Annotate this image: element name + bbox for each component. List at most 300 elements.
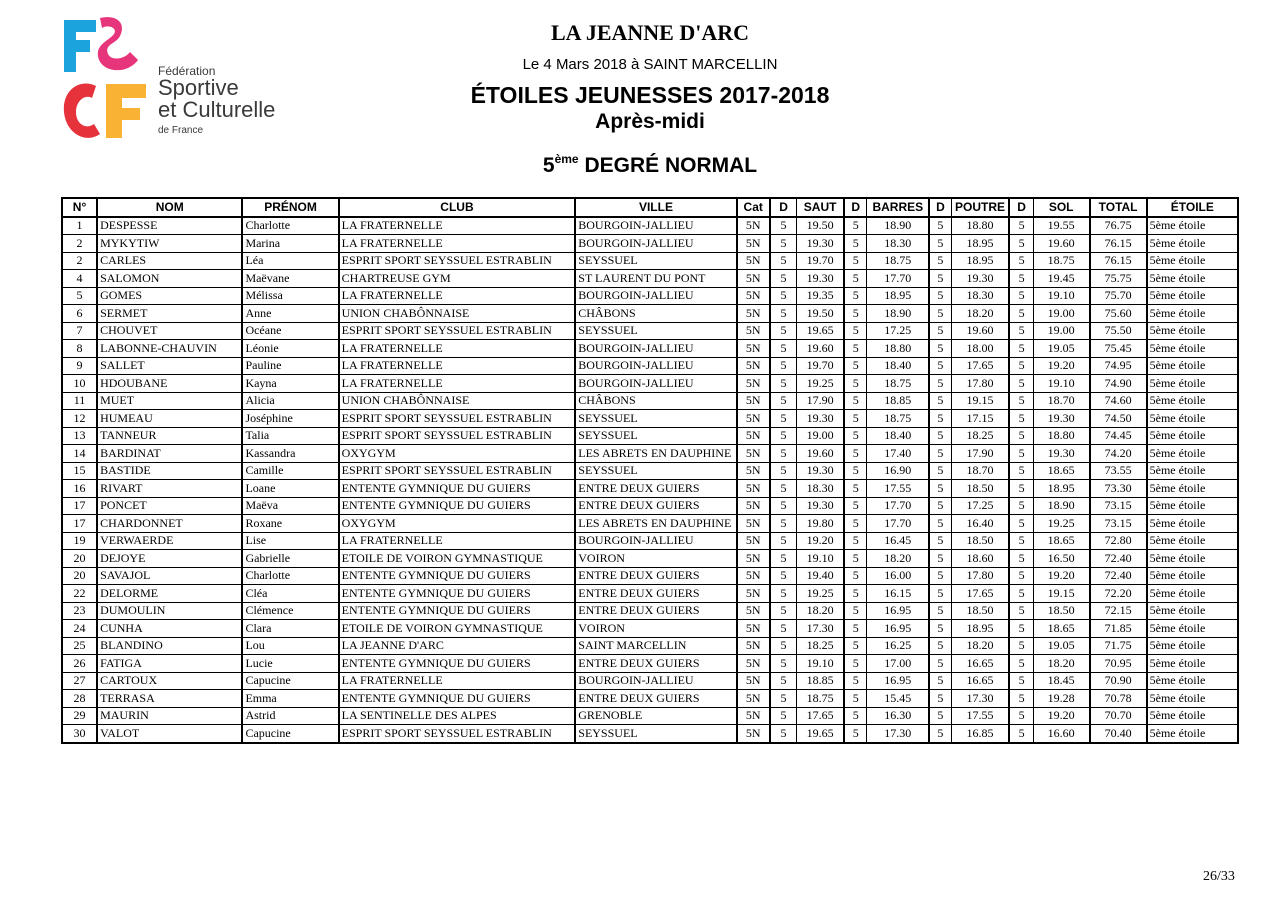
cell-col-barres: 17.40 bbox=[867, 445, 929, 463]
cell-col-saut: 18.30 bbox=[797, 480, 844, 498]
cell-col-rank: 7 bbox=[62, 322, 97, 340]
cell-col-ville: GRENOBLE bbox=[575, 707, 736, 725]
cell-col-club: ENTENTE GYMNIQUE DU GUIERS bbox=[339, 690, 576, 708]
cell-col-saut: 19.25 bbox=[797, 375, 844, 393]
cell-col-rank: 22 bbox=[62, 585, 97, 603]
cell-col-rank: 8 bbox=[62, 340, 97, 358]
cell-col-nom: CARTOUX bbox=[97, 672, 242, 690]
cell-col-nom: SERMET bbox=[97, 305, 242, 323]
cell-col-d-sol: 5 bbox=[1009, 690, 1033, 708]
cell-col-saut: 19.40 bbox=[797, 567, 844, 585]
cell-col-poutre: 18.50 bbox=[951, 480, 1009, 498]
cell-col-prenom: Alicia bbox=[242, 392, 338, 410]
cell-col-saut: 18.75 bbox=[797, 690, 844, 708]
cell-col-cat: 5N bbox=[737, 567, 770, 585]
cell-col-etoile: 5ème étoile bbox=[1147, 690, 1238, 708]
cell-col-saut: 19.70 bbox=[797, 252, 844, 270]
cell-col-rank: 17 bbox=[62, 497, 97, 515]
cell-col-d-poutre: 5 bbox=[929, 462, 951, 480]
table-row bbox=[62, 235, 1238, 253]
cell-col-d-barres: 5 bbox=[844, 357, 867, 375]
cell-col-poutre: 18.50 bbox=[951, 532, 1009, 550]
cell-col-sol: 19.00 bbox=[1033, 305, 1089, 323]
competition-name: ÉTOILES JEUNESSES 2017-2018 bbox=[470, 82, 830, 108]
cell-col-prenom: Lise bbox=[242, 532, 338, 550]
cell-col-saut: 18.20 bbox=[797, 602, 844, 620]
cell-col-d-sol: 5 bbox=[1009, 427, 1033, 445]
table-row bbox=[62, 462, 1238, 480]
cell-col-rank: 10 bbox=[62, 375, 97, 393]
cell-col-nom: VERWAERDE bbox=[97, 532, 242, 550]
cell-col-saut: 19.80 bbox=[797, 515, 844, 533]
cell-col-prenom: Clémence bbox=[242, 602, 338, 620]
cell-col-barres: 18.30 bbox=[867, 235, 929, 253]
cell-col-saut: 19.30 bbox=[797, 410, 844, 428]
cell-col-ville: LES ABRETS EN DAUPHINE bbox=[575, 445, 736, 463]
cell-col-sol: 19.28 bbox=[1033, 690, 1089, 708]
cell-col-cat: 5N bbox=[737, 427, 770, 445]
page-number: 26/33 bbox=[1203, 869, 1235, 884]
cell-col-sol: 18.50 bbox=[1033, 602, 1089, 620]
cell-col-cat: 5N bbox=[737, 585, 770, 603]
cell-col-d-poutre: 5 bbox=[929, 602, 951, 620]
cell-col-club: ETOILE DE VOIRON GYMNASTIQUE bbox=[339, 550, 576, 568]
cell-col-nom: MYKYTIW bbox=[97, 235, 242, 253]
cell-col-d-saut: 5 bbox=[770, 585, 797, 603]
cell-col-ville: SEYSSUEL bbox=[575, 252, 736, 270]
cell-col-barres: 18.40 bbox=[867, 357, 929, 375]
cell-col-nom: TANNEUR bbox=[97, 427, 242, 445]
cell-col-d-poutre: 5 bbox=[929, 252, 951, 270]
cell-col-d-poutre: 5 bbox=[929, 655, 951, 673]
cell-col-d-barres: 5 bbox=[844, 532, 867, 550]
cell-col-total: 74.95 bbox=[1090, 357, 1147, 375]
cell-col-sol: 18.45 bbox=[1033, 672, 1089, 690]
cell-col-club: ESPRIT SPORT SEYSSUEL ESTRABLIN bbox=[339, 410, 576, 428]
cell-col-d-sol: 5 bbox=[1009, 707, 1033, 725]
cell-col-prenom: Maëvane bbox=[242, 270, 338, 288]
cell-col-prenom: Léonie bbox=[242, 340, 338, 358]
cell-col-etoile: 5ème étoile bbox=[1147, 602, 1238, 620]
cell-col-d-sol: 5 bbox=[1009, 392, 1033, 410]
cell-col-sol: 19.15 bbox=[1033, 585, 1089, 603]
cell-col-barres: 17.55 bbox=[867, 480, 929, 498]
cell-col-saut: 19.20 bbox=[797, 532, 844, 550]
table-row bbox=[62, 427, 1238, 445]
cell-col-ville: SEYSSUEL bbox=[575, 462, 736, 480]
cell-col-cat: 5N bbox=[737, 550, 770, 568]
cell-col-total: 73.30 bbox=[1090, 480, 1147, 498]
cell-col-saut: 19.00 bbox=[797, 427, 844, 445]
cell-col-club: ESPRIT SPORT SEYSSUEL ESTRABLIN bbox=[339, 462, 576, 480]
cell-col-barres: 18.95 bbox=[867, 287, 929, 305]
logo-text-sportive: Sportive bbox=[158, 75, 239, 100]
cell-col-sol: 19.20 bbox=[1033, 357, 1089, 375]
cell-col-club: ENTENTE GYMNIQUE DU GUIERS bbox=[339, 585, 576, 603]
cell-col-nom: HDOUBANE bbox=[97, 375, 242, 393]
cell-col-club: LA FRATERNELLE bbox=[339, 340, 576, 358]
cell-col-sol: 18.90 bbox=[1033, 497, 1089, 515]
cell-col-d-poutre: 5 bbox=[929, 620, 951, 638]
cell-col-rank: 9 bbox=[62, 357, 97, 375]
cell-col-rank: 11 bbox=[62, 392, 97, 410]
cell-col-saut: 17.65 bbox=[797, 707, 844, 725]
cell-col-cat: 5N bbox=[737, 602, 770, 620]
cell-col-d-sol: 5 bbox=[1009, 550, 1033, 568]
cell-col-ville: ENTRE DEUX GUIERS bbox=[575, 480, 736, 498]
cell-col-d-saut: 5 bbox=[770, 445, 797, 463]
cell-col-sol: 19.55 bbox=[1033, 217, 1089, 235]
cell-col-saut: 19.50 bbox=[797, 217, 844, 235]
cell-col-rank: 4 bbox=[62, 270, 97, 288]
cell-col-d-poutre: 5 bbox=[929, 427, 951, 445]
cell-col-poutre: 18.25 bbox=[951, 427, 1009, 445]
header-col-total: TOTAL bbox=[1090, 198, 1147, 217]
cell-col-nom: PONCET bbox=[97, 497, 242, 515]
cell-col-etoile: 5ème étoile bbox=[1147, 357, 1238, 375]
cell-col-total: 72.40 bbox=[1090, 567, 1147, 585]
cell-col-rank: 16 bbox=[62, 480, 97, 498]
cell-col-saut: 19.30 bbox=[797, 462, 844, 480]
table-body bbox=[62, 217, 1238, 743]
cell-col-sol: 18.20 bbox=[1033, 655, 1089, 673]
cell-col-etoile: 5ème étoile bbox=[1147, 235, 1238, 253]
cell-col-sol: 19.25 bbox=[1033, 515, 1089, 533]
cell-col-saut: 17.90 bbox=[797, 392, 844, 410]
cell-col-ville: SEYSSUEL bbox=[575, 725, 736, 743]
cell-col-d-sol: 5 bbox=[1009, 340, 1033, 358]
header-col-etoile: ÉTOILE bbox=[1147, 198, 1238, 217]
cell-col-etoile: 5ème étoile bbox=[1147, 550, 1238, 568]
cell-col-prenom: Capucine bbox=[242, 725, 338, 743]
table-row bbox=[62, 287, 1238, 305]
cell-col-ville: CHÂBONS bbox=[575, 305, 736, 323]
cell-col-etoile: 5ème étoile bbox=[1147, 217, 1238, 235]
cell-col-poutre: 17.65 bbox=[951, 585, 1009, 603]
cell-col-poutre: 18.95 bbox=[951, 235, 1009, 253]
cell-col-d-barres: 5 bbox=[844, 725, 867, 743]
cell-col-rank: 14 bbox=[62, 445, 97, 463]
cell-col-d-barres: 5 bbox=[844, 252, 867, 270]
cell-col-total: 75.60 bbox=[1090, 305, 1147, 323]
cell-col-nom: CHOUVET bbox=[97, 322, 242, 340]
cell-col-club: ESPRIT SPORT SEYSSUEL ESTRABLIN bbox=[339, 252, 576, 270]
cell-col-rank: 27 bbox=[62, 672, 97, 690]
cell-col-barres: 17.70 bbox=[867, 515, 929, 533]
cell-col-rank: 29 bbox=[62, 707, 97, 725]
table-row bbox=[62, 567, 1238, 585]
event-date: Le 4 Mars 2018 à SAINT MARCELLIN bbox=[522, 56, 778, 73]
cell-col-sol: 19.00 bbox=[1033, 322, 1089, 340]
cell-col-barres: 16.95 bbox=[867, 620, 929, 638]
cell-col-total: 74.90 bbox=[1090, 375, 1147, 393]
cell-col-sol: 16.60 bbox=[1033, 725, 1089, 743]
level-superscript: ème bbox=[554, 152, 579, 166]
cell-col-cat: 5N bbox=[737, 287, 770, 305]
cell-col-ville: BOURGOIN-JALLIEU bbox=[575, 217, 736, 235]
cell-col-poutre: 17.15 bbox=[951, 410, 1009, 428]
cell-col-d-poutre: 5 bbox=[929, 357, 951, 375]
header-col-d-sol: D bbox=[1009, 198, 1033, 217]
cell-col-barres: 17.30 bbox=[867, 725, 929, 743]
cell-col-d-poutre: 5 bbox=[929, 480, 951, 498]
cell-col-nom: BLANDINO bbox=[97, 637, 242, 655]
cell-col-saut: 19.70 bbox=[797, 357, 844, 375]
cell-col-club: LA FRATERNELLE bbox=[339, 357, 576, 375]
cell-col-barres: 15.45 bbox=[867, 690, 929, 708]
cell-col-total: 74.50 bbox=[1090, 410, 1147, 428]
cell-col-etoile: 5ème étoile bbox=[1147, 427, 1238, 445]
cell-col-prenom: Cléa bbox=[242, 585, 338, 603]
cell-col-total: 75.45 bbox=[1090, 340, 1147, 358]
cell-col-barres: 17.70 bbox=[867, 497, 929, 515]
cell-col-poutre: 18.70 bbox=[951, 462, 1009, 480]
cell-col-d-poutre: 5 bbox=[929, 725, 951, 743]
cell-col-poutre: 17.25 bbox=[951, 497, 1009, 515]
cell-col-etoile: 5ème étoile bbox=[1147, 480, 1238, 498]
cell-col-prenom: Charlotte bbox=[242, 567, 338, 585]
cell-col-etoile: 5ème étoile bbox=[1147, 287, 1238, 305]
cell-col-d-sol: 5 bbox=[1009, 602, 1033, 620]
table-row bbox=[62, 690, 1238, 708]
table-row bbox=[62, 392, 1238, 410]
cell-col-etoile: 5ème étoile bbox=[1147, 270, 1238, 288]
cell-col-barres: 17.25 bbox=[867, 322, 929, 340]
cell-col-rank: 15 bbox=[62, 462, 97, 480]
cell-col-prenom: Clara bbox=[242, 620, 338, 638]
cell-col-cat: 5N bbox=[737, 340, 770, 358]
cell-col-total: 70.70 bbox=[1090, 707, 1147, 725]
cell-col-d-poutre: 5 bbox=[929, 637, 951, 655]
table-row bbox=[62, 637, 1238, 655]
cell-col-ville: ENTRE DEUX GUIERS bbox=[575, 497, 736, 515]
cell-col-etoile: 5ème étoile bbox=[1147, 410, 1238, 428]
cell-col-club: LA FRATERNELLE bbox=[339, 672, 576, 690]
cell-col-sol: 16.50 bbox=[1033, 550, 1089, 568]
cell-col-nom: CARLES bbox=[97, 252, 242, 270]
cell-col-poutre: 17.90 bbox=[951, 445, 1009, 463]
cell-col-barres: 16.00 bbox=[867, 567, 929, 585]
cell-col-nom: CUNHA bbox=[97, 620, 242, 638]
cell-col-d-poutre: 5 bbox=[929, 392, 951, 410]
cell-col-barres: 16.45 bbox=[867, 532, 929, 550]
cell-col-cat: 5N bbox=[737, 725, 770, 743]
cell-col-prenom: Gabrielle bbox=[242, 550, 338, 568]
cell-col-rank: 28 bbox=[62, 690, 97, 708]
cell-col-rank: 5 bbox=[62, 287, 97, 305]
cell-col-cat: 5N bbox=[737, 637, 770, 655]
cell-col-d-barres: 5 bbox=[844, 480, 867, 498]
cell-col-barres: 18.80 bbox=[867, 340, 929, 358]
cell-col-barres: 16.15 bbox=[867, 585, 929, 603]
cell-col-d-barres: 5 bbox=[844, 410, 867, 428]
cell-col-prenom: Maëva bbox=[242, 497, 338, 515]
cell-col-nom: DUMOULIN bbox=[97, 602, 242, 620]
cell-col-total: 74.20 bbox=[1090, 445, 1147, 463]
cell-col-rank: 24 bbox=[62, 620, 97, 638]
cell-col-d-barres: 5 bbox=[844, 672, 867, 690]
cell-col-club: ENTENTE GYMNIQUE DU GUIERS bbox=[339, 602, 576, 620]
cell-col-prenom: Lou bbox=[242, 637, 338, 655]
cell-col-d-sol: 5 bbox=[1009, 567, 1033, 585]
cell-col-ville: BOURGOIN-JALLIEU bbox=[575, 235, 736, 253]
cell-col-total: 75.75 bbox=[1090, 270, 1147, 288]
cell-col-d-barres: 5 bbox=[844, 375, 867, 393]
cell-col-d-saut: 5 bbox=[770, 620, 797, 638]
cell-col-club: UNION CHABÔNNAISE bbox=[339, 305, 576, 323]
cell-col-d-saut: 5 bbox=[770, 655, 797, 673]
cell-col-d-barres: 5 bbox=[844, 655, 867, 673]
cell-col-d-saut: 5 bbox=[770, 480, 797, 498]
table-row bbox=[62, 585, 1238, 603]
header-col-club: CLUB bbox=[339, 198, 576, 217]
cell-col-rank: 6 bbox=[62, 305, 97, 323]
cell-col-poutre: 18.20 bbox=[951, 305, 1009, 323]
cell-col-ville: SAINT MARCELLIN bbox=[575, 637, 736, 655]
cell-col-ville: BOURGOIN-JALLIEU bbox=[575, 287, 736, 305]
cell-col-ville: VOIRON bbox=[575, 550, 736, 568]
cell-col-saut: 18.25 bbox=[797, 637, 844, 655]
cell-col-d-sol: 5 bbox=[1009, 305, 1033, 323]
cell-col-sol: 19.10 bbox=[1033, 287, 1089, 305]
cell-col-d-sol: 5 bbox=[1009, 445, 1033, 463]
cell-col-prenom: Kassandra bbox=[242, 445, 338, 463]
table-row bbox=[62, 550, 1238, 568]
table-row bbox=[62, 725, 1238, 743]
cell-col-d-barres: 5 bbox=[844, 515, 867, 533]
cell-col-etoile: 5ème étoile bbox=[1147, 620, 1238, 638]
cell-col-d-saut: 5 bbox=[770, 497, 797, 515]
cell-col-d-barres: 5 bbox=[844, 567, 867, 585]
cell-col-sol: 19.30 bbox=[1033, 445, 1089, 463]
cell-col-ville: BOURGOIN-JALLIEU bbox=[575, 340, 736, 358]
cell-col-etoile: 5ème étoile bbox=[1147, 392, 1238, 410]
cell-col-club: OXYGYM bbox=[339, 515, 576, 533]
cell-col-sol: 19.45 bbox=[1033, 270, 1089, 288]
cell-col-saut: 19.35 bbox=[797, 287, 844, 305]
cell-col-club: UNION CHABÔNNAISE bbox=[339, 392, 576, 410]
cell-col-saut: 19.30 bbox=[797, 270, 844, 288]
cell-col-d-poutre: 5 bbox=[929, 375, 951, 393]
cell-col-cat: 5N bbox=[737, 497, 770, 515]
cell-col-d-sol: 5 bbox=[1009, 462, 1033, 480]
cell-col-ville: ENTRE DEUX GUIERS bbox=[575, 690, 736, 708]
cell-col-sol: 18.65 bbox=[1033, 532, 1089, 550]
table-row bbox=[62, 655, 1238, 673]
level-label: DEGRÉ NORMAL bbox=[578, 154, 758, 177]
cell-col-prenom: Talia bbox=[242, 427, 338, 445]
cell-col-etoile: 5ème étoile bbox=[1147, 305, 1238, 323]
cell-col-barres: 18.85 bbox=[867, 392, 929, 410]
cell-col-nom: BASTIDE bbox=[97, 462, 242, 480]
cell-col-d-sol: 5 bbox=[1009, 497, 1033, 515]
cell-col-sol: 19.30 bbox=[1033, 410, 1089, 428]
cell-col-nom: BARDINAT bbox=[97, 445, 242, 463]
cell-col-poutre: 17.80 bbox=[951, 567, 1009, 585]
cell-col-total: 70.40 bbox=[1090, 725, 1147, 743]
cell-col-poutre: 18.20 bbox=[951, 637, 1009, 655]
cell-col-total: 70.78 bbox=[1090, 690, 1147, 708]
cell-col-d-sol: 5 bbox=[1009, 725, 1033, 743]
cell-col-club: LA FRATERNELLE bbox=[339, 217, 576, 235]
cell-col-cat: 5N bbox=[737, 515, 770, 533]
cell-col-sol: 18.65 bbox=[1033, 620, 1089, 638]
cell-col-total: 75.50 bbox=[1090, 322, 1147, 340]
table-row bbox=[62, 620, 1238, 638]
cell-col-ville: ENTRE DEUX GUIERS bbox=[575, 585, 736, 603]
cell-col-d-saut: 5 bbox=[770, 287, 797, 305]
cell-col-d-barres: 5 bbox=[844, 707, 867, 725]
cell-col-etoile: 5ème étoile bbox=[1147, 462, 1238, 480]
cell-col-etoile: 5ème étoile bbox=[1147, 532, 1238, 550]
cell-col-d-sol: 5 bbox=[1009, 532, 1033, 550]
cell-col-d-poutre: 5 bbox=[929, 287, 951, 305]
cell-col-nom: SALLET bbox=[97, 357, 242, 375]
cell-col-saut: 19.10 bbox=[797, 550, 844, 568]
cell-col-rank: 17 bbox=[62, 515, 97, 533]
cell-col-total: 73.55 bbox=[1090, 462, 1147, 480]
cell-col-saut: 19.30 bbox=[797, 235, 844, 253]
cell-col-d-sol: 5 bbox=[1009, 357, 1033, 375]
cell-col-d-barres: 5 bbox=[844, 340, 867, 358]
cell-col-rank: 13 bbox=[62, 427, 97, 445]
cell-col-poutre: 19.30 bbox=[951, 270, 1009, 288]
cell-col-d-saut: 5 bbox=[770, 462, 797, 480]
cell-col-d-saut: 5 bbox=[770, 410, 797, 428]
cell-col-poutre: 17.65 bbox=[951, 357, 1009, 375]
document-title: LA JEANNE D'ARC bbox=[550, 20, 750, 45]
cell-col-prenom: Mélissa bbox=[242, 287, 338, 305]
cell-col-d-poutre: 5 bbox=[929, 497, 951, 515]
cell-col-d-poutre: 5 bbox=[929, 217, 951, 235]
cell-col-d-poutre: 5 bbox=[929, 340, 951, 358]
cell-col-saut: 18.85 bbox=[797, 672, 844, 690]
cell-col-d-saut: 5 bbox=[770, 725, 797, 743]
cell-col-d-saut: 5 bbox=[770, 305, 797, 323]
table-row bbox=[62, 445, 1238, 463]
cell-col-sol: 19.05 bbox=[1033, 637, 1089, 655]
cell-col-poutre: 16.85 bbox=[951, 725, 1009, 743]
cell-col-nom: SALOMON bbox=[97, 270, 242, 288]
cell-col-prenom: Joséphine bbox=[242, 410, 338, 428]
cell-col-total: 74.60 bbox=[1090, 392, 1147, 410]
cell-col-sol: 18.65 bbox=[1033, 462, 1089, 480]
cell-col-nom: VALOT bbox=[97, 725, 242, 743]
cell-col-d-barres: 5 bbox=[844, 497, 867, 515]
header-col-sol: SOL bbox=[1033, 198, 1089, 217]
cell-col-rank: 20 bbox=[62, 550, 97, 568]
cell-col-poutre: 17.55 bbox=[951, 707, 1009, 725]
cell-col-prenom: Marina bbox=[242, 235, 338, 253]
cell-col-rank: 2 bbox=[62, 252, 97, 270]
header-col-nom: NOM bbox=[97, 198, 242, 217]
cell-col-d-sol: 5 bbox=[1009, 322, 1033, 340]
cell-col-saut: 19.65 bbox=[797, 725, 844, 743]
cell-col-club: LA FRATERNELLE bbox=[339, 532, 576, 550]
cell-col-rank: 12 bbox=[62, 410, 97, 428]
cell-col-nom: MUET bbox=[97, 392, 242, 410]
cell-col-d-barres: 5 bbox=[844, 270, 867, 288]
table-row bbox=[62, 480, 1238, 498]
table-row bbox=[62, 357, 1238, 375]
cell-col-etoile: 5ème étoile bbox=[1147, 515, 1238, 533]
cell-col-barres: 18.90 bbox=[867, 217, 929, 235]
cell-col-d-poutre: 5 bbox=[929, 305, 951, 323]
cell-col-d-poutre: 5 bbox=[929, 567, 951, 585]
table-row bbox=[62, 515, 1238, 533]
cell-col-total: 75.70 bbox=[1090, 287, 1147, 305]
cell-col-d-saut: 5 bbox=[770, 235, 797, 253]
